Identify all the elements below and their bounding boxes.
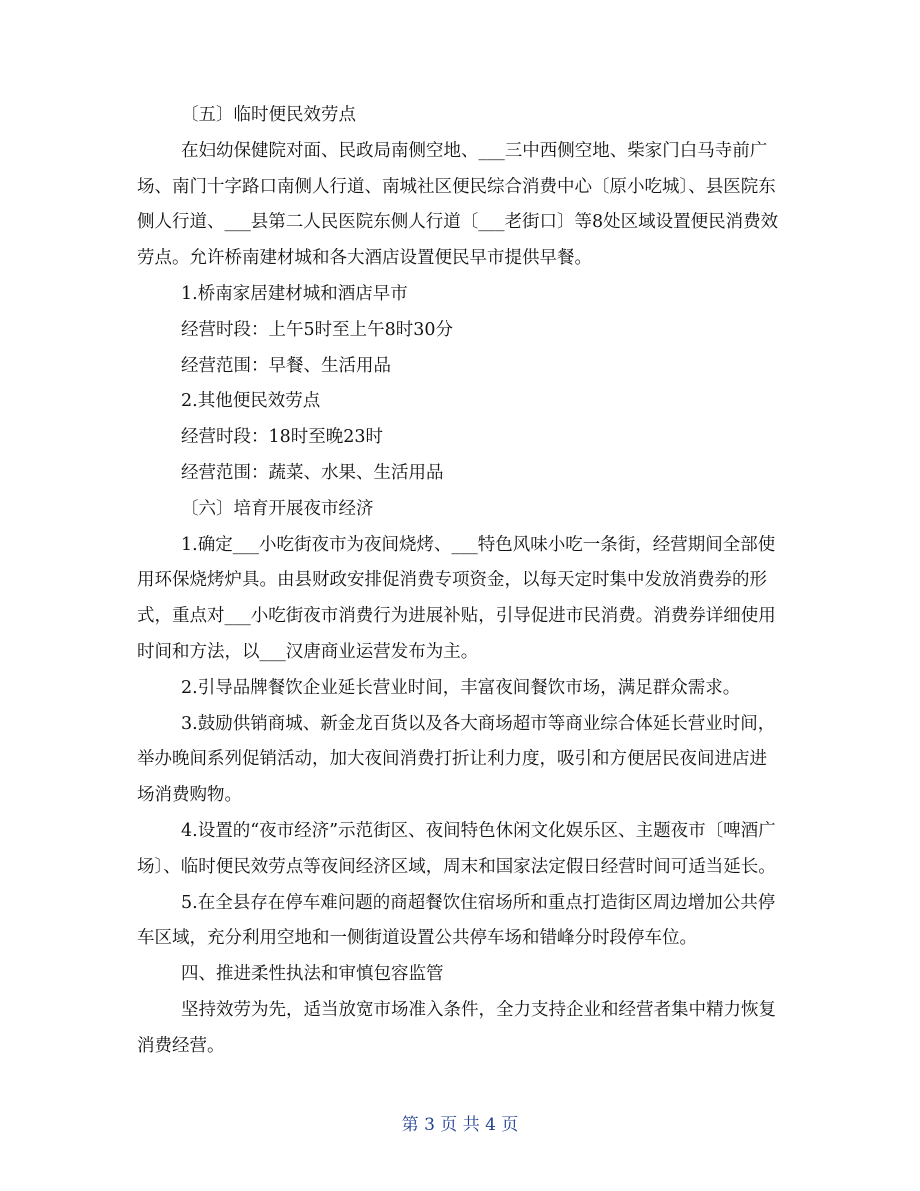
chapter-heading-4: 四、推进柔性执法和审慎包容监管 (181, 964, 444, 985)
list-item-heading: 2.其他便民效劳点 (181, 391, 321, 412)
business-hours: 经营时段：上午5时至上午8时30分 (181, 319, 454, 340)
business-scope: 经营范围：早餐、生活用品 (181, 355, 391, 376)
page-footer: 第 3 页 共 4 页 (401, 1115, 519, 1135)
section-heading-5: 〔五〕临时便民效劳点 (181, 105, 356, 125)
document-body (0, 98, 920, 1065)
business-scope: 经营范围：蔬菜、水果、生活用品 (181, 462, 444, 483)
paragraph: 3.鼓励供销商城、新金龙百货以及各大商场超市等商业综合体延长营业时间，举办晚间系列促销活动，加大夜间消费打折让利力度，吸引和方便居民夜间进店进场消费购物。 (137, 713, 776, 806)
paragraph: 坚持效劳为先，适当放宽市场准入条件，全力支持企业和经营者集中精力恢复消费经营。 (137, 999, 776, 1056)
paragraph: 4.设置的“夜市经济”示范街区、夜间特色休闲文化娱乐区、主题夜市〔啤酒广场〕、临时便民效劳点等夜间经济区域，周末和国家法定假日经营时间可适当延长。 (137, 820, 776, 877)
business-hours: 经营时段：18时至晚23时 (181, 427, 384, 448)
paragraph: 2.引导品牌餐饮企业延长营业时间，丰富夜间餐饮市场，满足群众需求。 (181, 677, 741, 698)
paragraph: 在妇幼保健院对面、民政局南侧空地、___三中西侧空地、柴家门白马寺前广场、南门十字路口南侧人行道、南城社区便民综合消费中心〔原小吃城〕、县医院东侧人行道、___县第二人民医院东侧人行道〔___老街口〕等8处区域设置便民消费效劳点。允许桥南建材城和各大酒店设置便民早市提供早餐。 (137, 140, 779, 269)
list-item-heading: 1.桥南家居建材城和酒店早市 (181, 283, 408, 304)
section-heading-6: 〔六〕培育开展夜市经济 (181, 498, 374, 519)
paragraph: 1.确定___小吃街夜市为夜间烧烤、___特色风味小吃一条街，经营期间全部使用环保烧烤炉具。由县财政安排促消费专项资金，以每天定时集中发放消费券的形式，重点对___小吃街夜市消费行为进展补贴，引导促进市民消费。消费券详细使用时间和方法，以___汉唐商业运营发布为主。 (137, 534, 776, 662)
paragraph: 5.在全县存在停车难问题的商超餐饮住宿场所和重点打造街区周边增加公共停车区域，充分利用空地和一侧街道设置公共停车场和错峰分时段停车位。 (137, 892, 776, 949)
